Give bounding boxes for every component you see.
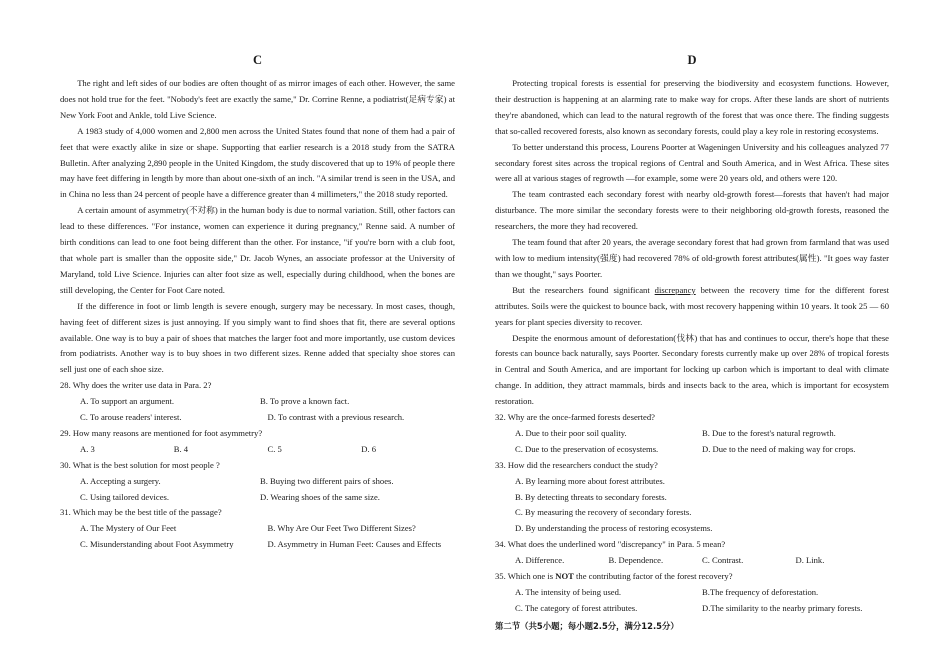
question-30-stem: 30. What is the best solution for most people ? xyxy=(60,459,220,470)
option-c: C. Contrast. xyxy=(702,555,744,566)
underlined-word-discrepancy: discrepancy xyxy=(654,284,696,295)
q35-stem-bold: NOT xyxy=(555,571,574,582)
option-a: A. To support an argument. xyxy=(80,396,175,407)
option-c: C. 5 xyxy=(267,443,282,454)
question-34-options xyxy=(495,553,889,569)
passage-d-paragraph: Despite the enormous amount of deforestation(伐林) that has and continues to occur, there's hope that these forests can bounce back naturally, says Poorter. Secondary forests currently make up over 28% of tropical forests in Central and South America, and are important for locking up carbon which is important to deal with climate change. In addition, they attract mammals, birds and insects back to the area, which is important for ecosystem restoration. xyxy=(495,332,889,407)
option-a: A. Due to their poor soil quality. xyxy=(515,427,627,438)
option-a: A. The Mystery of Our Feet xyxy=(80,523,177,534)
option-b: B. Why Are Our Feet Two Different Sizes? xyxy=(267,523,416,534)
question-31-stem: 31. Which may be the best title of the passage? xyxy=(60,507,222,518)
passage-d-paragraph xyxy=(495,283,889,331)
question-35-options xyxy=(495,585,889,617)
option-d: D. To contrast with a previous research. xyxy=(267,412,405,423)
option-d: D. By understanding the process of restoring ecosystems. xyxy=(515,523,713,534)
question-29-stem: 29. How many reasons are mentioned for foot asymmetry? xyxy=(60,427,263,438)
option-c: C. Due to the preservation of ecosystems. xyxy=(515,443,659,454)
option-a: A. Difference. xyxy=(515,555,565,566)
q35-stem-after: the contributing factor of the forest recovery? xyxy=(573,571,733,582)
option-d: D.The similarity to the nearby primary forests. xyxy=(702,602,863,613)
option-c: C. Using tailored devices. xyxy=(80,491,170,502)
option-d: D. Wearing shoes of the same size. xyxy=(260,491,380,502)
option-d: D. Asymmetry in Human Feet: Causes and Effects xyxy=(267,539,442,550)
para5-text-before: But the researchers found significant xyxy=(512,284,655,295)
section-two-heading: 第二节（共5小题；每小题2.5分，满分12.5分） xyxy=(495,620,679,631)
passage-d-paragraph: To better understand this process, Lourens Poorter at Wageningen University and his colleagues analyzed 77 secondary forest sites across the tropical regions of Central and South America, and in West Africa. These sites were all at various stages of regrowth —for example, some were 20 years old, and others were 120. xyxy=(495,141,889,184)
question-28-options xyxy=(60,394,455,410)
option-d: D. Link. xyxy=(795,555,825,566)
question-32-options xyxy=(495,426,889,458)
option-c: C. By measuring the recovery of secondary forests. xyxy=(515,507,692,518)
question-31-options xyxy=(60,521,455,553)
option-a: A. Accepting a surgery. xyxy=(80,475,161,486)
section-c-title: C xyxy=(252,53,263,67)
question-29-options xyxy=(60,442,455,458)
option-b: B. By detecting threats to secondary forests. xyxy=(515,491,667,502)
passage-c-paragraph: If the difference in foot or limb length is severe enough, surgery may be necessary. In most cases, though, having feet of different sizes is just annoying. If you simply want to find shoes that fit, there are several options available. One way is to buy a pair of shoes that matches the larger foot and more importantly, use custom devices from podiatrists. Another way is to buy shoes in two different sizes. Renne added that specialty shoe stores can sell just one of each shoe size. xyxy=(60,300,455,375)
question-33-options xyxy=(495,474,889,538)
option-b: B.The frequency of deforestation. xyxy=(702,587,819,597)
question-28-stem: 28. Why does the writer use data in Para. 2? xyxy=(60,380,212,391)
option-c: C. Misunderstanding about Foot Asymmetry xyxy=(80,539,234,550)
question-30-options xyxy=(60,474,455,506)
option-d: D. Due to the need of making way for crops. xyxy=(702,443,856,454)
question-35-stem xyxy=(495,569,889,585)
option-d: D. 6 xyxy=(361,443,377,454)
section-d-title: D xyxy=(687,53,697,67)
passage-d-column xyxy=(495,52,889,635)
passage-d-paragraph: The team contrasted each secondary forest with nearby old-growth forest—forests that haven't had major disturbance. The more similar the secondary forests were to their neighboring old-growth forests, reasoned the researchers, the more they had recovered. xyxy=(495,189,889,232)
passage-c-paragraph: A certain amount of asymmetry(不对称) in the human body is due to normal variation. Still, other factors can lead to these differences. "For instance, women can experience it during pregnancy," Renne said. A number of birth conditions can lead to one foot being different than the other. For instance, "if you're born with a club foot, that whole part is smaller than the opposite side," Dr. Jacob Wynes, an associate professor at the University of Maryland, told Live Science. Injuries can alter foot size as well, especially during childhood, when the bones are still developing, the Center for Foot Care noted. xyxy=(60,205,455,295)
option-c: C. To arouse readers' interest. xyxy=(80,412,182,423)
option-b: B. Dependence. xyxy=(608,555,664,566)
option-b: B. 4 xyxy=(173,443,189,454)
option-a: A. By learning more about forest attributes. xyxy=(515,475,665,486)
option-b: B. Buying two different pairs of shoes. xyxy=(260,475,394,486)
question-28-options-row2 xyxy=(60,410,455,426)
question-33-stem: 33. How did the researchers conduct the study? xyxy=(495,459,658,470)
passage-d-paragraph: Protecting tropical forests is essential for preserving the biodiversity and ecosystem functions. However, their destruction is happening at an alarming rate to make way for crops. After these lands are short of nutrients they're abandoned, which can lead to the natural regrowth of the forest that was once there. The finding suggests that so-called recovered forests, also known as secondary forests, could play a key role in restoring ecosystems. xyxy=(495,78,889,136)
option-a: A. 3 xyxy=(80,443,95,454)
passage-c-paragraph: A 1983 study of 4,000 women and 2,800 men across the United States found that none of them had a pair of feet that were exactly alike in size or shape. Supporting that earlier research is a 2018 study from the SATRA Bulletin. After analyzing 2,890 people in the United Kingdom, the study discovered that up to 19% of people there may have feet differing in length by more than about one-sixth of an inch. "A similar trend is seen in the USA, and in China no less than 24 percent of people have a difference greater than 4 millimeters," the 2018 study reported. xyxy=(60,125,455,200)
option-b: B. Due to the forest's natural regrowth. xyxy=(702,427,836,438)
passage-d-paragraph: The team found that after 20 years, the average secondary forest that had grown from farmland that was used with low to medium intensity(强度) had recovered 78% of old-growth forest attributes(属性). "It goes way faster than we thought," says Poorter. xyxy=(495,237,889,279)
option-b: B. To prove a known fact. xyxy=(260,396,350,407)
question-32-stem: 32. Why are the once-farmed forests deserted? xyxy=(495,412,655,423)
option-c: C. The category of forest attributes. xyxy=(515,602,638,613)
option-a: A. The intensity of being used. xyxy=(515,587,622,597)
para5-text-after: between the recovery time for the different forest attributes. Soils were the quickest to bounce back, with most recovery happening within 10 years. It took 25 — 60 years for plant species diversity to recover. xyxy=(495,284,889,327)
passage-c-paragraph: The right and left sides of our bodies are often thought of as mirror images of each other. However, the same does not hold true for the feet. "Nobody's feet are exactly the same," Dr. Corrine Renne, a podiatrist(足病专家) at New York Foot and Ankle, told Live Science. xyxy=(60,78,455,120)
question-34-stem: 34. What does the underlined word "discrepancy" in Para. 5 mean? xyxy=(495,539,726,550)
q35-stem-before: 35. Which one is xyxy=(495,571,556,582)
passage-c-column xyxy=(60,52,455,553)
